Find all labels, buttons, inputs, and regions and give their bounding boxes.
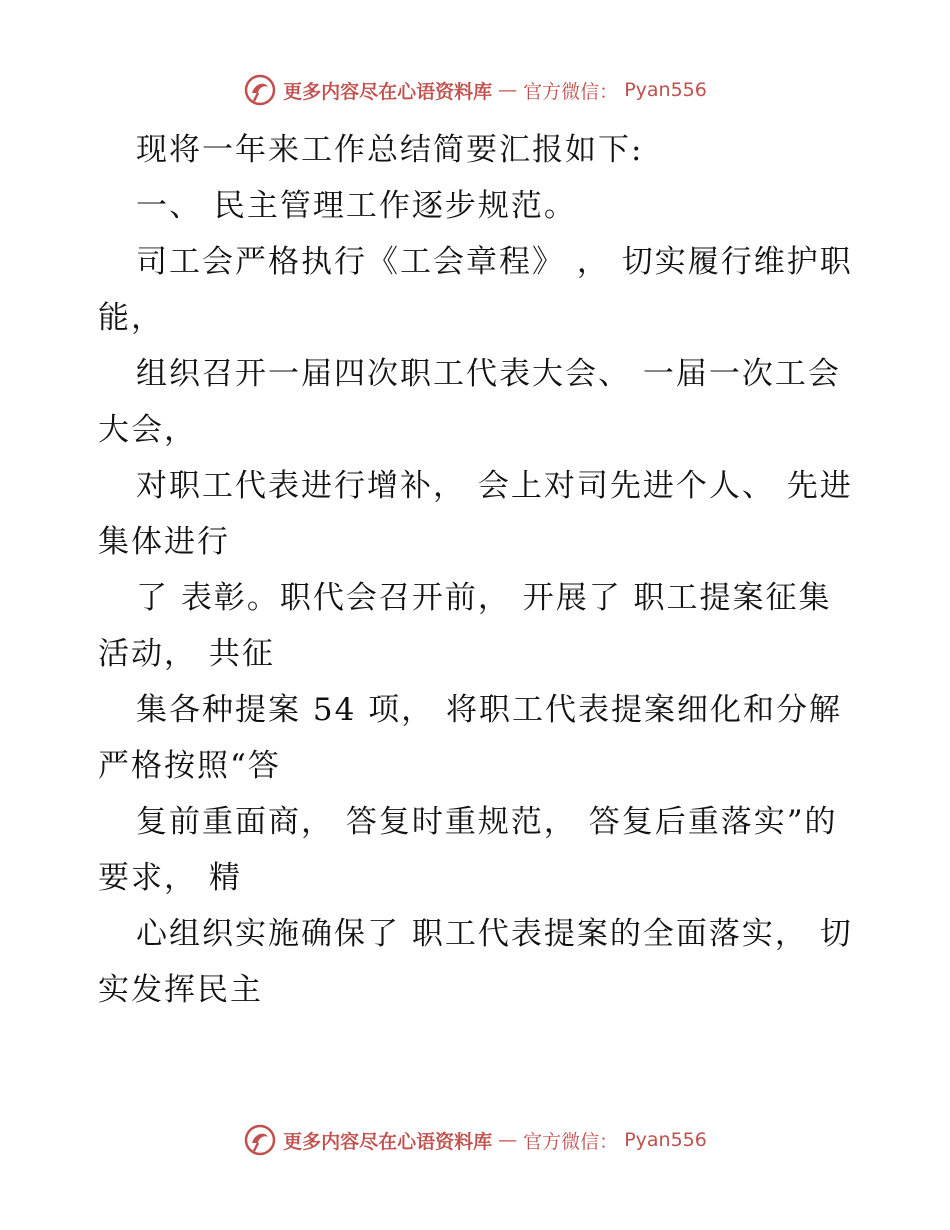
paragraph: 集各种提案 54 项， 将职工代表提案细化和分解严格按照“答 (98, 692, 843, 784)
paragraph: 现将一年来工作总结简要汇报如下: (136, 132, 644, 168)
paragraph: 心组织实施确保了 职工代表提案的全面落实， 切实发挥民主 (98, 916, 853, 1008)
document-body (98, 122, 858, 1018)
header-watermark (0, 70, 950, 110)
rose-icon (243, 73, 277, 107)
paragraph: 司工会严格执行《工会章程》 ， 切实履行维护职能， (98, 244, 853, 336)
paragraph: 组织召开一届四次职工代表大会、 一届一次工会大会， (98, 356, 841, 448)
header-site-text: 更多内容尽在心语资料库 (283, 80, 493, 103)
footer-watermark (0, 1120, 950, 1160)
paragraph: 复前重面商， 答复时重规范， 答复后重落实”的要求， 精 (98, 804, 838, 896)
paragraph: 对职工代表进行增补， 会上对司先进个人、 先进集体进行 (98, 468, 853, 560)
header-separator: — (498, 79, 518, 101)
footer-site-text: 更多内容尽在心语资料库 (283, 1130, 493, 1153)
footer-separator: — (498, 1129, 518, 1151)
rose-icon (243, 1123, 277, 1157)
footer-wechat-label: 官方微信： (523, 1130, 619, 1153)
section-heading: 一、 民主管理工作逐步规范。 (136, 188, 577, 224)
header-wechat-label: 官方微信： (523, 80, 619, 103)
header-wechat-id: Pyan556 (624, 79, 707, 101)
footer-wechat-id: Pyan556 (624, 1129, 707, 1151)
paragraph: 了 表彰。职代会召开前， 开展了 职工提案征集活动， 共征 (98, 580, 832, 672)
